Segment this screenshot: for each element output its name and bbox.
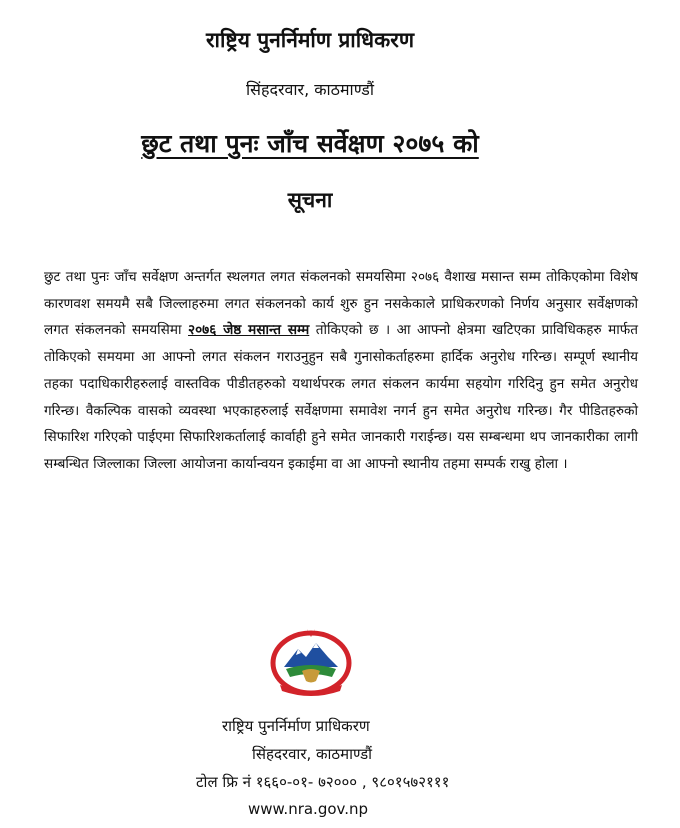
body-text-after: तोकिएको छ । आ आफ्नो क्षेत्रमा खटिएका प्राविधिकहरु मार्फत तोकिएको समयमा आ आफ्नो लगत संकलन गराउनुहुन सबै गुनासोकर्ताहरुमा हार्दिक अनुरोध गरिन्छ। सम्पूर्ण स्थानीय तहका पदाधिकारीहरुलाई वास्तविक पीडीतहरुको यथार्थपरक लगत संकलन कार्यमा सहयोग गरिदिनु हुन समेत अनुरोध गरिन्छ। वैकल्पिक वासको व्यवस्था भएकाहरुलाई सर्वेक्षणमा समावेश नगर्न हुन समेत अनुरोध गरिन्छ। गैर पीडितहरुको सिफारिश गरिएको पाईएमा सिफारिशकर्तालाई कार्वाही हुने समेत जानकारी गराईन्छ। यस सम्बन्धमा थप जानकारीका लागी सम्बन्धित जिल्लाका जिल्ला आयोजना कार्यान्वयन इकाईमा वा आ आफ्नो स्थानीय तहमा सम्पर्क राखु होला । — [44, 322, 638, 472]
footer-location: सिंहदरवार, काठमाण्डौं — [252, 745, 372, 763]
deadline-highlight: २०७६ जेष्ठ मसान्त सम्म — [188, 322, 310, 339]
organization-title: राष्ट्रिय पुनर्निर्माण प्राधिकरण — [205, 28, 415, 52]
nepal-coat-of-arms-icon — [266, 627, 356, 697]
location-subtitle: सिंहदरवार, काठमाण्डौं — [246, 80, 374, 99]
footer-website-link[interactable]: www.nra.gov.np — [248, 800, 369, 818]
notice-label: सूचना — [287, 188, 333, 212]
body-text-before: छुट तथा पुनः जाँच सर्वेक्षण अन्तर्गत स्थलगत लगत संकलनको समयसिमा २०७६ वैशाख मसान्त सम्म तोकिएकोमा विशेष कारणवश समयमै सबै जिल्लाहरुमा लगत संकलनको कार्य शुरु हुन नसकेकाले प्राधिकरणको निर्णय अनुसार सर्वेक्षणको लगत संकलनको समयसिमा — [44, 269, 638, 339]
notice-heading-text: छुट तथा पुनः जाँच सर्वेक्षण २०७५ को — [141, 129, 479, 158]
notice-body — [44, 264, 638, 478]
footer-phone: टोल फ्रि नं १६६०-०१- ७२००० , ९८०१५७२१११ — [196, 773, 450, 791]
footer-organization: राष्ट्रिय पुनर्निर्माण प्राधिकरण — [222, 717, 370, 735]
notice-heading — [0, 126, 650, 160]
